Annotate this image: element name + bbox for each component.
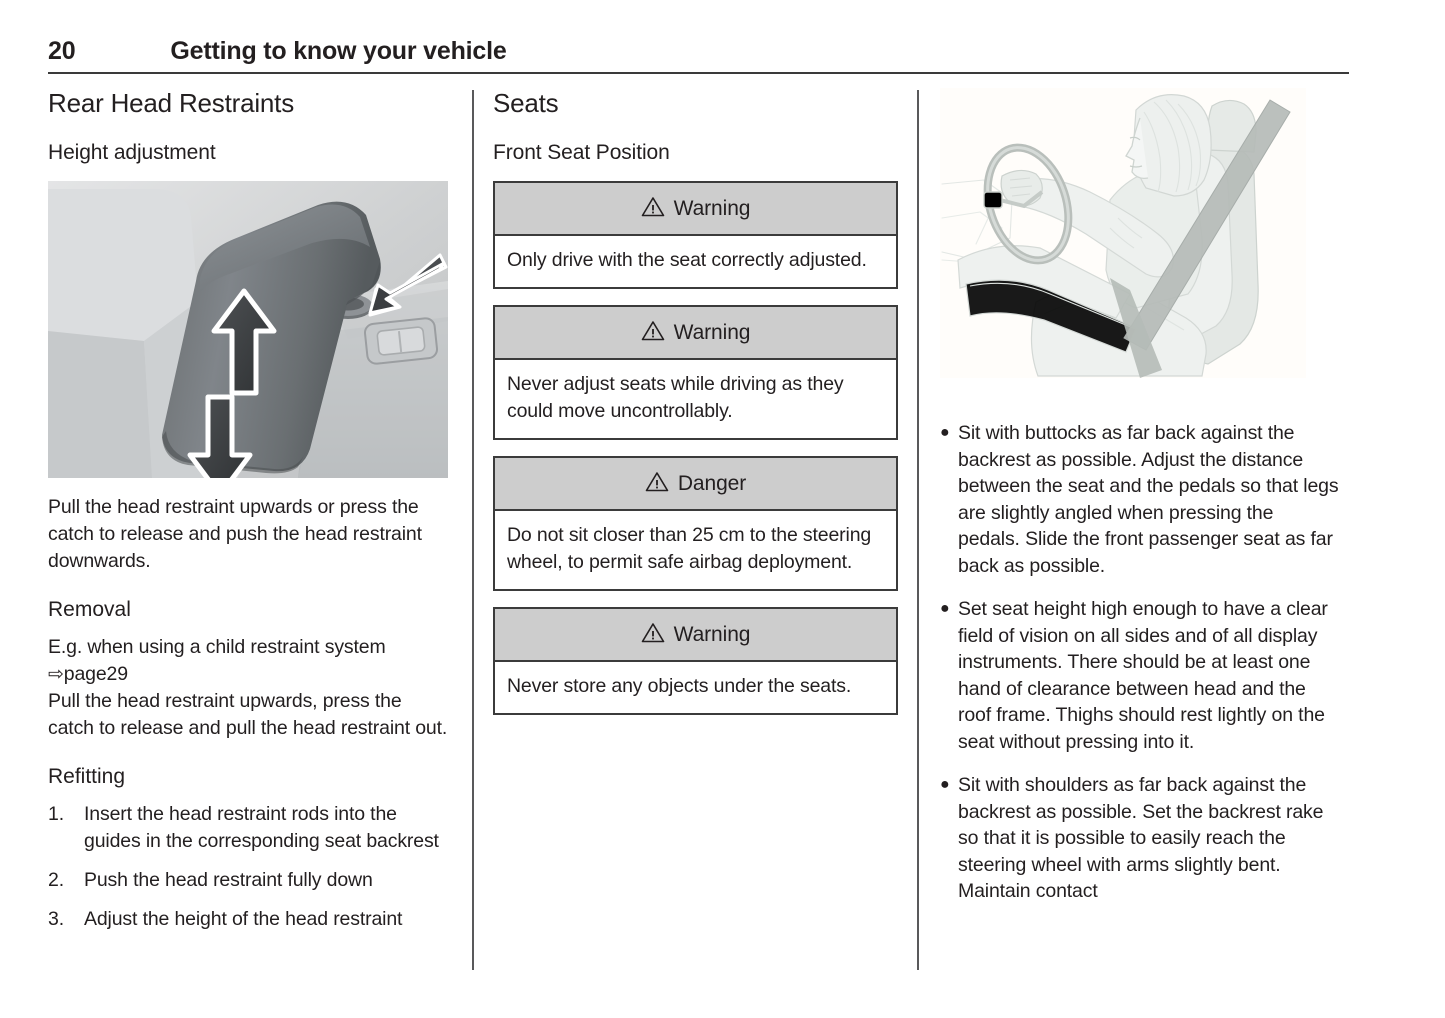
list-item — [940, 596, 1340, 755]
alert-body — [495, 236, 896, 287]
bullet-icon: ● — [940, 776, 950, 793]
alert-box-warning-1 — [493, 181, 898, 289]
column-divider-left — [472, 90, 474, 970]
alert-body — [495, 360, 896, 438]
alert-label: Danger — [677, 471, 747, 495]
alert-label: Warning — [673, 622, 751, 646]
front-seat-position-heading: Front Seat Position — [493, 141, 670, 164]
alert-body-text: Never store any objects under the seats. — [507, 675, 852, 697]
page-number: 20 — [48, 37, 76, 65]
alert-box-warning-2 — [493, 305, 898, 440]
page-cross-reference[interactable] — [48, 661, 452, 688]
bullet-text: Sit with shoulders as far back against the backrest as possible. Set the backrest rake so that it is possible to easily reach the steering wheel with arms slightly bent. Maintain contact — [958, 774, 1324, 902]
alert-header — [495, 183, 896, 236]
alert-header — [495, 458, 896, 511]
height-adjustment-text: Pull the head restraint upwards or press the catch to release and push the head restraint downwards. — [48, 496, 422, 572]
bullet-icon: ● — [940, 424, 950, 441]
height-adjustment-heading: Height adjustment — [48, 141, 216, 164]
seats-section-title: Seats — [493, 88, 559, 118]
alert-body — [495, 662, 896, 713]
seating-position-bullet-list — [940, 420, 1340, 905]
alert-box-warning-3 — [493, 607, 898, 715]
alert-label: Warning — [673, 320, 751, 344]
list-item — [48, 906, 452, 933]
step-text: Push the head restraint fully down — [84, 869, 373, 891]
left-column — [48, 88, 452, 945]
refitting-heading: Refitting — [48, 765, 126, 788]
removal-body-text: Pull the head restraint upwards, press the catch to release and pull the head restraint out. — [48, 690, 448, 739]
step-number: 1. — [48, 803, 64, 825]
cross-reference-arrow-icon: ⇨ — [48, 664, 64, 685]
alert-body-text: Do not sit closer than 25 cm to the steering wheel, to permit safe airbag deployment. — [507, 524, 872, 573]
step-number: 3. — [48, 908, 64, 930]
alert-label: Warning — [673, 196, 751, 220]
alert-body — [495, 511, 896, 589]
list-item — [48, 801, 452, 855]
alert-header — [495, 609, 896, 662]
rear-head-restraint-photo — [48, 181, 448, 478]
middle-column — [493, 88, 898, 731]
alert-box-danger — [493, 456, 898, 591]
alert-body-text: Only drive with the seat correctly adjusted. — [507, 249, 867, 271]
refitting-steps-list — [48, 801, 452, 933]
step-text: Insert the head restraint rods into the guides in the corresponding seat backrest — [84, 803, 439, 852]
list-item — [940, 420, 1340, 579]
page-header — [48, 36, 1349, 74]
removal-intro-text: E.g. when using a child restraint system — [48, 636, 386, 658]
alert-body-text: Never adjust seats while driving as they could move uncontrollably. — [507, 373, 844, 422]
page-title: Getting to know your vehicle — [170, 37, 507, 65]
warning-triangle-icon — [641, 196, 665, 222]
warning-triangle-icon — [641, 320, 665, 346]
alert-header — [495, 307, 896, 360]
right-column — [940, 88, 1340, 922]
bullet-text: Sit with buttocks as far back against the backrest as possible. Adjust the distance between the seat and the pedals so that legs are slightly angled when pressing the pedals. Slide the front passenger seat as far back as possible. — [958, 422, 1339, 577]
left-section-title: Rear Head Restraints — [48, 88, 294, 118]
step-text: Adjust the height of the head restraint — [84, 908, 403, 930]
removal-heading: Removal — [48, 598, 131, 621]
bullet-icon: ● — [940, 600, 950, 617]
list-item — [940, 772, 1340, 905]
cross-reference-label: page29 — [63, 663, 128, 685]
step-number: 2. — [48, 869, 64, 891]
warning-triangle-icon — [641, 622, 665, 648]
warning-triangle-icon — [645, 471, 669, 497]
column-divider-right — [917, 90, 919, 970]
bullet-text: Set seat height high enough to have a clear field of vision on all sides and of all display instruments. There should be at least one hand of clearance between head and the roof frame. Thighs should rest lightly on the seat without pressing into it. — [958, 598, 1328, 753]
list-item — [48, 867, 452, 894]
driver-seating-position-illustration — [940, 88, 1306, 378]
